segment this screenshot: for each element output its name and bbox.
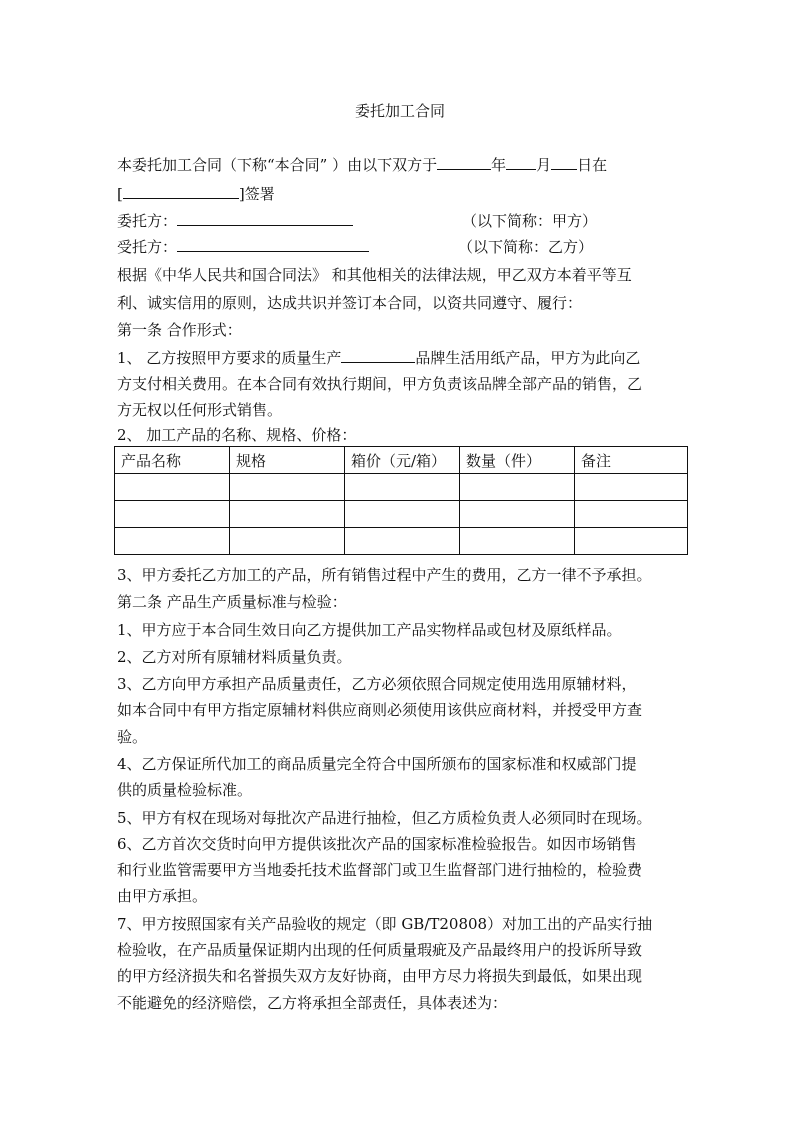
article2-line: 4、乙方保证所代加工的商品质量完全符合中国所颁布的国家标准和权威部门提 — [117, 755, 637, 773]
article2-line: 如本合同中有甲方指定原辅材料供应商则必须使用该供应商材料，并授受甲方查 — [117, 701, 643, 719]
article2-line: 检验收，在产品质量保证期内出现的任何质量瑕疵及产品最终用户的投诉所导致 — [117, 941, 643, 959]
article2-line: 5、甲方有权在现场对每批次产品进行抽检，但乙方质检负责人必须同时在现场。 — [117, 809, 652, 827]
table-header-cell: 规格 — [230, 447, 345, 474]
item1-text-a: 1、 乙方按照甲方要求的质量生产 — [117, 349, 342, 367]
contractor-line — [117, 237, 369, 257]
brand-name-blank[interactable] — [341, 348, 415, 363]
table-cell[interactable] — [345, 501, 460, 528]
table-cell[interactable] — [115, 528, 230, 555]
article2-line: 的甲方经济损失和名誉损失双方友好协商，由甲方尽力将损失到最低，如果出现 — [117, 967, 643, 985]
document-title: 委托加工合同 — [354, 102, 445, 120]
intro-text: 本委托加工合同（下称“本合同” ）由以下双方于 — [117, 156, 438, 174]
table-cell[interactable] — [575, 474, 688, 501]
item1-text-b: 品牌生活用纸产品，甲方为此向乙 — [415, 349, 641, 367]
intro-line-1 — [117, 155, 607, 175]
day-label: 日在 — [577, 156, 608, 174]
table-cell[interactable] — [230, 474, 345, 501]
article1-item1-line2: 方支付相关费用。在本合同有效执行期间，甲方负责该品牌全部产品的销售，乙 — [117, 375, 643, 393]
article2-line: 3、乙方向甲方承担产品质量责任，乙方必须依照合同规定使用选用原辅材料， — [117, 675, 637, 693]
month-label: 月 — [536, 156, 552, 174]
table-header-cell: 产品名称 — [115, 447, 230, 474]
preamble-line-1: 根据《中华人民共和国合同法》 和其他相关的法律法规，甲乙双方本着平等互 — [117, 266, 632, 284]
table-cell[interactable] — [460, 474, 575, 501]
date-day-blank[interactable] — [551, 155, 577, 170]
table-cell[interactable] — [460, 528, 575, 555]
year-label: 年 — [491, 156, 507, 174]
client-label: 委托方： — [117, 212, 178, 230]
client-note: （以下简称：甲方） — [462, 212, 598, 230]
table-cell[interactable] — [345, 528, 460, 555]
date-month-blank[interactable] — [506, 155, 536, 170]
article2-heading: 第二条 产品生产质量标准与检验： — [117, 593, 347, 611]
table-cell[interactable] — [230, 501, 345, 528]
table-row — [115, 474, 688, 501]
contractor-label: 受托方： — [117, 238, 178, 256]
table-header-cell: 备注 — [575, 447, 688, 474]
article2-line: 不能避免的经济赔偿，乙方将承担全部责任，具体表述为： — [117, 994, 508, 1012]
table-cell[interactable] — [230, 528, 345, 555]
contractor-name-blank[interactable] — [177, 237, 369, 252]
table-cell[interactable] — [575, 501, 688, 528]
article1-item3: 3、甲方委托乙方加工的产品，所有销售过程中产生的费用，乙方一律不予承担。 — [117, 566, 652, 584]
article2-line: 7、甲方按照国家有关产品验收的规定（即 GB/T20808）对加工出的产品实行抽 — [117, 915, 653, 933]
article2-line: 由甲方承担。 — [117, 887, 208, 905]
article2-line: 验。 — [117, 728, 148, 746]
table-cell[interactable] — [460, 501, 575, 528]
article2-line: 2、乙方对所有原辅材料质量负责。 — [117, 648, 352, 666]
client-name-blank[interactable] — [177, 211, 353, 226]
article1-item2: 2、 加工产品的名称、规格、价格： — [117, 426, 357, 444]
signed-label: ]签署 — [238, 185, 275, 203]
table-cell[interactable] — [115, 474, 230, 501]
date-year-blank[interactable] — [437, 155, 491, 170]
table-header-row — [115, 447, 688, 474]
bracket-open: [ — [117, 185, 123, 203]
table-cell[interactable] — [345, 474, 460, 501]
table-row — [115, 501, 688, 528]
article1-item1-line3: 方无权以任何形式销售。 — [117, 401, 283, 419]
product-spec-table — [114, 446, 688, 555]
article2-line: 和行业监管需要甲方当地委托技术监督部门或卫生监督部门进行抽检的，检验费 — [117, 861, 643, 879]
article2-line: 供的质量检验标准。 — [117, 781, 253, 799]
table-cell[interactable] — [575, 528, 688, 555]
article2-line: 6、乙方首次交货时向甲方提供该批次产品的国家标准检验报告。如因市场销售 — [117, 835, 637, 853]
intro-line-2 — [117, 184, 275, 204]
table-cell[interactable] — [115, 501, 230, 528]
table-row — [115, 528, 688, 555]
table-header-cell: 数量（件） — [460, 447, 575, 474]
article2-line: 1、甲方应于本合同生效日向乙方提供加工产品实物样品或包材及原纸样品。 — [117, 621, 622, 639]
contractor-note: （以下简称：乙方） — [458, 238, 594, 256]
article1-heading: 第一条 合作形式： — [117, 321, 242, 339]
client-line — [117, 211, 353, 231]
table-header-cell: 箱价（元/箱） — [345, 447, 460, 474]
article1-item1-line1 — [117, 348, 640, 368]
preamble-line-2: 利、诚实信用的原则，达成共识并签订本合同，以资共同遵守、履行： — [117, 294, 583, 312]
sign-place-blank[interactable] — [123, 184, 239, 199]
